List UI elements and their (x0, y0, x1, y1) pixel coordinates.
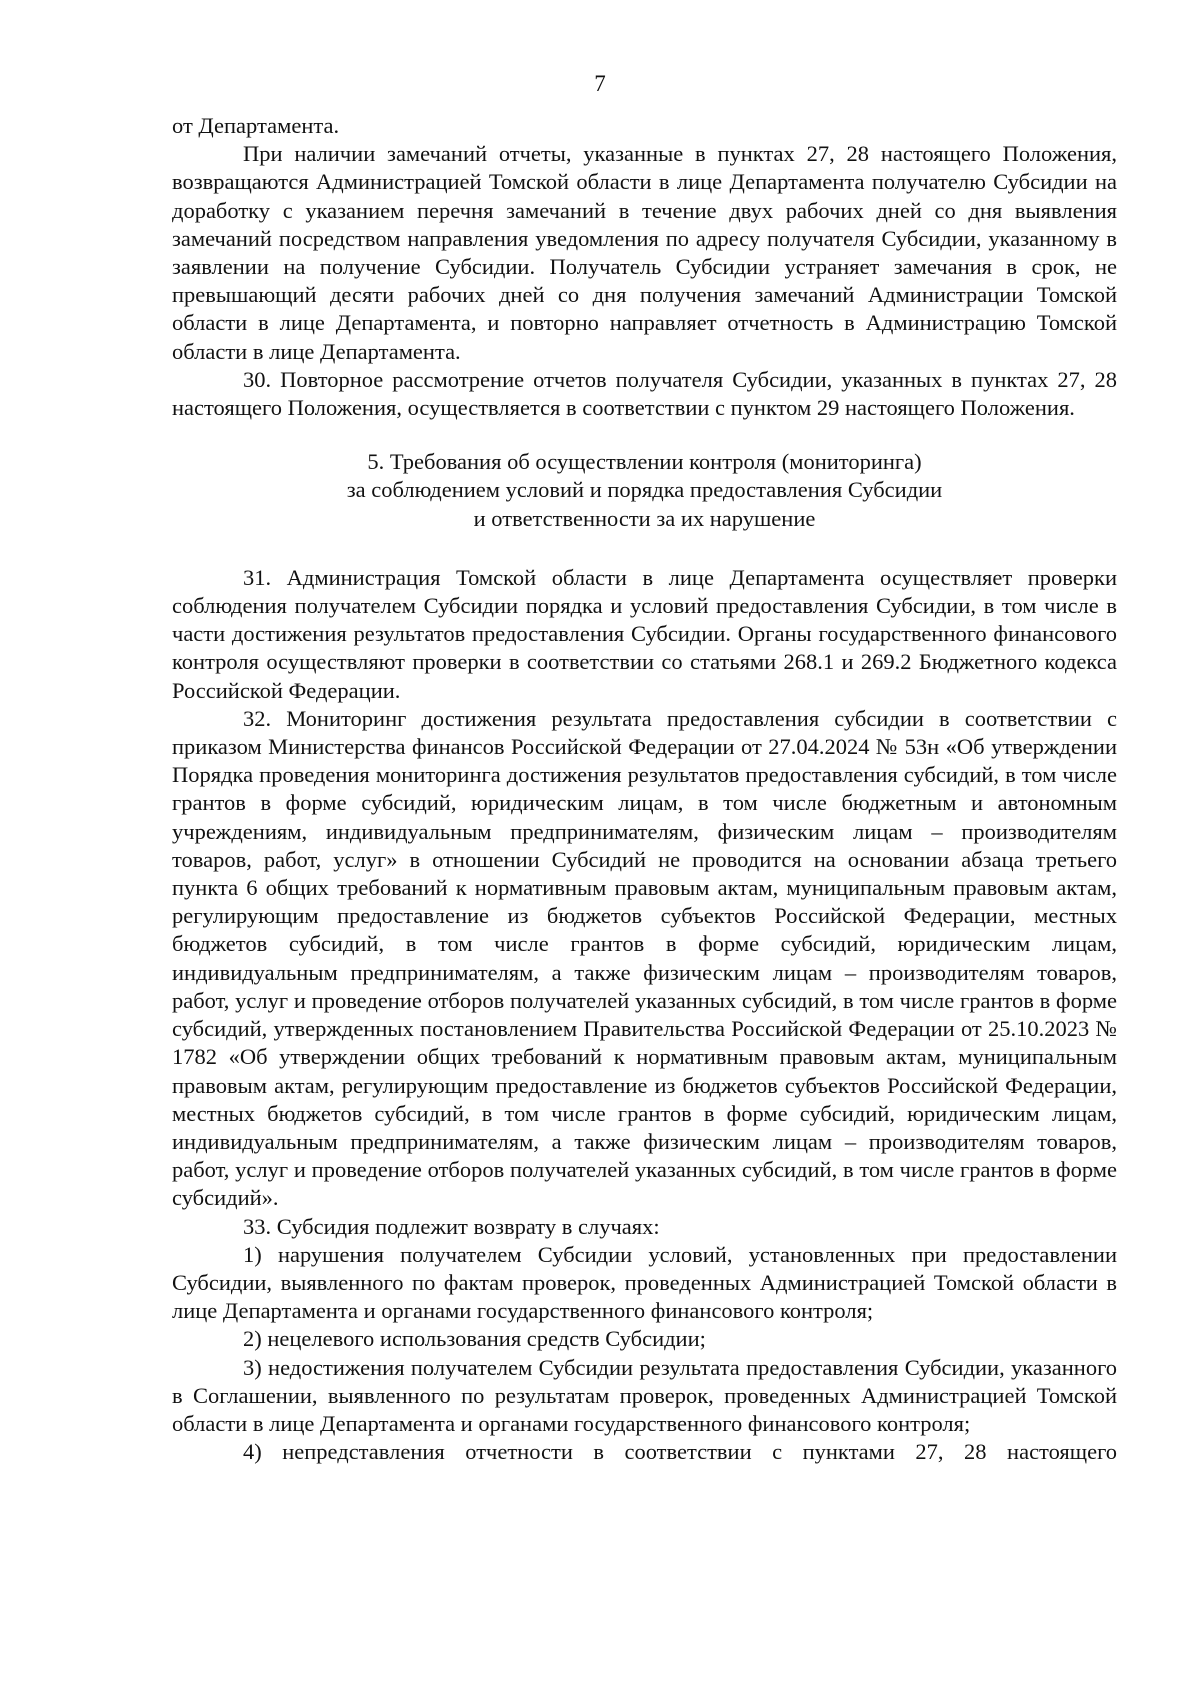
paragraph-item-32: 32. Мониторинг достижения результата предоставления субсидии в соответствии с приказом Министерства финансов Российской Федерации от 27.04.2024 № 53н «Об утверждении Порядка проведения мониторинга достижения результатов предоставления субсидий, в том числе грантов в форме субсидий, юридическим лицам, в том числе бюджетным и автономным учреждениям, индивидуальным предпринимателям, физическим лицам – производителям товаров, работ, услуг» в отношении Субсидий не проводится на основании абзаца третьего пункта 6 общих требований к нормативным правовым актам, муниципальным правовым актам, регулирующим предоставление из бюджетов субъектов Российской Федерации, местных бюджетов субсидий, в том числе грантов в форме субсидий, юридическим лицам, индивидуальным предпринимателям, а также физическим лицам – производителям товаров, работ, услуг и проведение отборов получателей указанных субсидий, в том числе грантов в форме субсидий, утвержденных постановлением Правительства Российской Федерации от 25.10.2023 № 1782 «Об утверждении общих требований к нормативным правовым актам, муниципальным правовым актам, регулирующим предоставление из бюджетов субъектов Российской Федерации, местных бюджетов субсидий, в том числе грантов в форме субсидий, юридическим лицам, индивидуальным предпринимателям, а также физическим лицам – производителям товаров, работ, услуг и проведение отборов получателей указанных субсидий, в том числе грантов в форме субсидий». (172, 705, 1117, 1211)
section-heading-line-2: за соблюдением условий и порядка предоставления Субсидии (346, 477, 943, 503)
section-heading-line-3: и ответственности за их нарушение (473, 505, 816, 531)
list-item-1: 1) нарушения получателем Субсидии условий, установленных при предоставлении Субсидии, выявленного по фактам проверок, проведенных Администрацией Томской области в лице Департамента и органами государственного финансового контроля; (172, 1241, 1117, 1324)
list-item-4: 4) непредставления отчетности в соответствии с пунктами 27, 28 настоящего (243, 1439, 1117, 1465)
list-item-2: 2) нецелевого использования средств Субсидии; (243, 1326, 706, 1352)
paragraph-item-33: 33. Субсидия подлежит возврату в случаях: (243, 1213, 660, 1239)
page-number: 7 (594, 71, 606, 96)
list-item-3: 3) недостижения получателем Субсидии результата предоставления Субсидии, указанного в Соглашении, выявленного по результатам проверок, проведенных Администрацией Томской области в лице Департамента и органами государственного финансового контроля; (172, 1354, 1117, 1436)
section-heading-line-1: 5. Требования об осуществлении контроля (мониторинга) (367, 449, 922, 475)
paragraph-item-31: 31. Администрация Томской области в лице Департамента осуществляет проверки соблюдения получателем Субсидии порядка и условий предоставления Субсидии, в том числе в части достижения результатов предоставления Субсидии. Органы государственного финансового контроля осуществляют проверки в соответствии со статьями 268.1 и 269.2 Бюджетного кодекса Российской Федерации. (172, 564, 1117, 703)
paragraph-remarks: При наличии замечаний отчеты, указанные в пунктах 27, 28 настоящего Положения, возвращаются Администрацией Томской области в лице Департамента получателю Субсидии на доработку с указанием перечня замечаний в течение двух рабочих дней со дня выявления замечаний посредством направления уведомления по адресу получателя Субсидии, указанному в заявлении на получение Субсидии. Получатель Субсидии устраняет замечания в срок, не превышающий десяти рабочих дней со дня получения замечаний Администрации Томской области в лице Департамента, и повторно направляет отчетность в Администрацию Томской области в лице Департамента. (172, 141, 1117, 364)
heading-spacer (172, 533, 1117, 564)
paragraph-continuation: от Департамента. (172, 113, 340, 138)
paragraph-item-30: 30. Повторное рассмотрение отчетов получателя Субсидии, указанных в пунктах 27, 28 настоящего Положения, осуществляется в соответствии с пунктом 29 настоящего Положения. (172, 366, 1117, 421)
section-heading (172, 448, 1117, 533)
document-body (172, 112, 1117, 1466)
